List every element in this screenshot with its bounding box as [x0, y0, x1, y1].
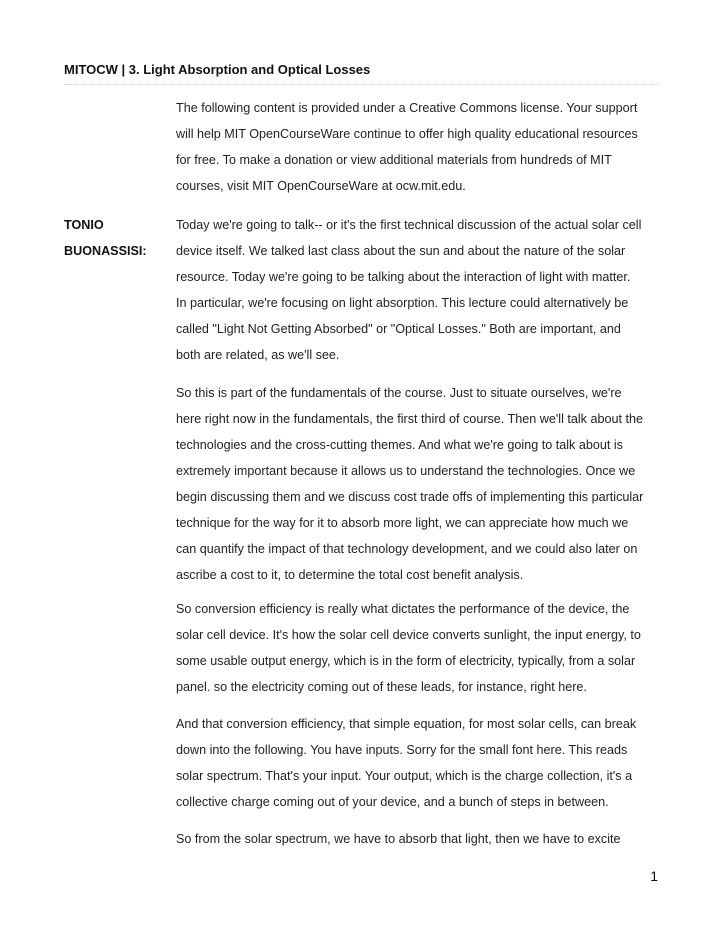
- page-title: MITOCW | 3. Light Absorption and Optical Losses: [64, 62, 371, 77]
- transcript-paragraph-5: [176, 826, 671, 852]
- transcript-line: And that conversion efficiency, that simple equation, for most solar cells, can break: [176, 717, 637, 731]
- header-divider: [64, 84, 658, 85]
- transcript-line: technique for the way for it to absorb more light, we can appreciate how much we: [176, 516, 629, 530]
- transcript-line: down into the following. You have inputs. Sorry for the small font here. This reads: [176, 743, 628, 757]
- speaker-first-name: TONIO: [64, 218, 104, 232]
- transcript-line: collective charge coming out of your device, and a bunch of steps in between.: [176, 795, 609, 809]
- transcript-line: ascribe a cost to it, to determine the total cost benefit analysis.: [176, 568, 524, 582]
- license-line: will help MIT OpenCourseWare continue to offer high quality educational resources: [176, 127, 638, 141]
- transcript-line: solar cell device. It's how the solar cell device converts sunlight, the input energy, to: [176, 628, 641, 642]
- transcript-line: resource. Today we're going to be talking about the interaction of light with matter.: [176, 270, 631, 284]
- transcript-line: Today we're going to talk-- or it's the first technical discussion of the actual solar cell: [176, 218, 642, 232]
- speaker-name: [64, 212, 164, 264]
- transcript-line: both are related, as we'll see.: [176, 348, 340, 362]
- transcript-line: can quantify the impact of that technology development, and we could also later on: [176, 542, 638, 556]
- license-paragraph: [176, 95, 671, 199]
- transcript-line: some usable output energy, which is in the form of electricity, typically, from a solar: [176, 654, 636, 668]
- transcript-line: solar spectrum. That's your input. Your output, which is the charge collection, it's a: [176, 769, 633, 783]
- transcript-line: here right now in the fundamentals, the first third of course. Then we'll talk about the: [176, 412, 644, 426]
- transcript-paragraph-4: [176, 711, 671, 815]
- transcript-paragraph-2: [176, 380, 671, 588]
- transcript-line: begin discussing them and we discuss cost trade offs of implementing this particular: [176, 490, 644, 504]
- transcript-paragraph-1: [176, 212, 671, 368]
- transcript-line: panel. so the electricity coming out of these leads, for instance, right here.: [176, 680, 587, 694]
- transcript-line: In particular, we're focusing on light absorption. This lecture could alternatively be: [176, 296, 629, 310]
- page-number: 1: [650, 868, 658, 884]
- transcript-line: technologies and the cross-cutting themes. And what we're going to talk about is: [176, 438, 623, 452]
- license-line: for free. To make a donation or view additional materials from hundreds of MIT: [176, 153, 612, 167]
- transcript-line: extremely important because it allows us to understand the technologies. Once we: [176, 464, 636, 478]
- transcript-line: called "Light Not Getting Absorbed" or "Optical Losses." Both are important, and: [176, 322, 621, 336]
- transcript-paragraph-3: [176, 596, 671, 700]
- transcript-line: So this is part of the fundamentals of the course. Just to situate ourselves, we're: [176, 386, 622, 400]
- speaker-last-name: BUONASSISI:: [64, 244, 147, 258]
- transcript-line: So from the solar spectrum, we have to absorb that light, then we have to excite: [176, 832, 621, 846]
- transcript-line: So conversion efficiency is really what dictates the performance of the device, the: [176, 602, 630, 616]
- license-line: The following content is provided under a Creative Commons license. Your support: [176, 101, 638, 115]
- license-line: courses, visit MIT OpenCourseWare at ocw.mit.edu.: [176, 179, 466, 193]
- transcript-line: device itself. We talked last class about the sun and about the nature of the solar: [176, 244, 626, 258]
